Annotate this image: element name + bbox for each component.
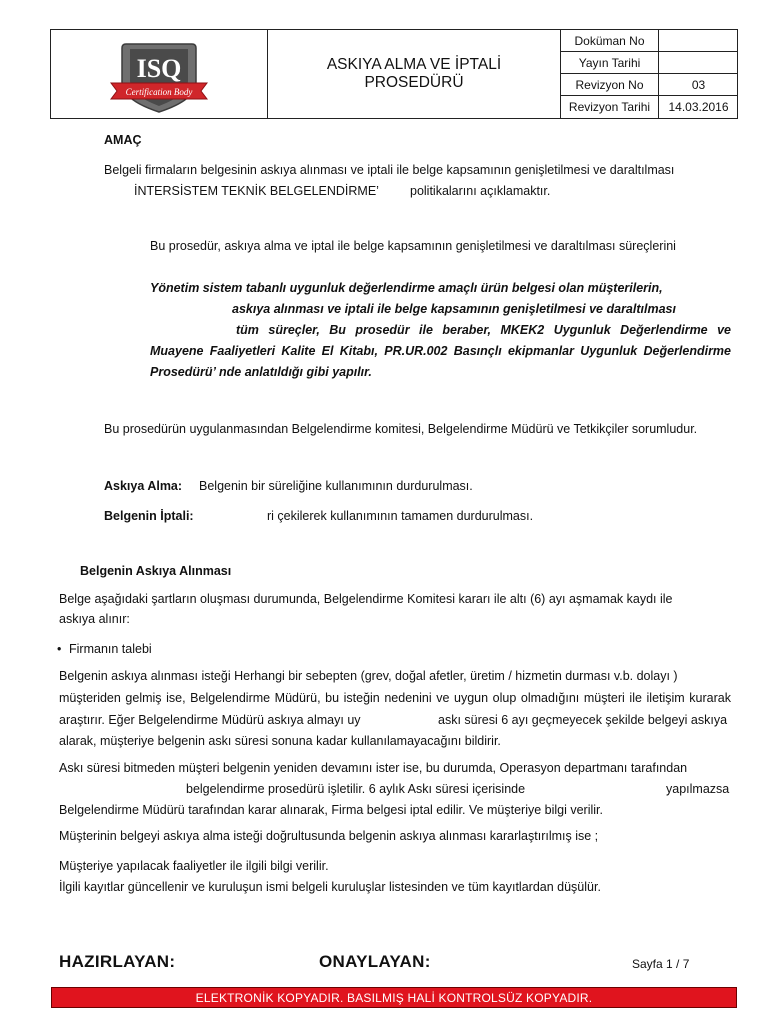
document-header <box>50 29 738 119</box>
paragraph-request-line-2: müşteriden gelmiş ise, Belgelendirme Müdürü, bu isteğin nedenini ve uygun olup olmadığını müşteri ile iletişim kurarak <box>59 691 731 705</box>
paragraph-scope-bold-line-1: Yönetim sistem tabanlı uygunluk değerlendirme amaçlı ürün belgesi olan müşterilerin, <box>150 281 663 295</box>
meta-value: 14.03.2016 <box>668 100 729 114</box>
section-heading-purpose: AMAÇ <box>104 133 142 147</box>
prepared-by-label: HAZIRLAYAN: <box>59 952 176 971</box>
approved-by-label: ONAYLAYAN: <box>319 952 431 971</box>
paragraph-request-line-3b: askı süresi 6 ayı geçmeyecek şekilde belgeyi askıya <box>438 713 728 727</box>
meta-row-revision-date <box>561 96 738 118</box>
paragraph-conditions-line-1: Belge aşağıdaki şartların oluşması durumunda, Belgelendirme Komitesi kararı ile altı (6) ayı aşmamak kaydı ile <box>59 592 673 606</box>
banner-text: ELEKTRONİK KOPYADIR. BASILMIŞ HALİ KONTROLSÜZ KOPYADIR. <box>195 990 593 1005</box>
definition-text-cancellation: ri çekilerek kullanımının tamamen durdurulması. <box>267 509 534 523</box>
meta-label: Revizyon No <box>561 74 659 96</box>
title-line-2: PROSEDÜRÜ <box>364 74 464 91</box>
document-meta-table <box>561 30 738 118</box>
uncontrolled-copy-banner <box>51 987 737 1008</box>
paragraph-responsibility: Bu prosedürün uygulanmasından Belgelendirme komitesi, Belgelendirme Müdürü ve Tetkikçiler sorumludur. <box>104 422 698 436</box>
paragraph-actions-line-2: İlgili kayıtlar güncellenir ve kuruluşun ismi belgeli kuruluşlar listesinden ve tüm kayıtlardan düşülür. <box>59 880 601 894</box>
title-line-1: ASKIYA ALMA VE İPTALİ <box>326 56 502 73</box>
meta-label: Yayın Tarihi <box>561 52 659 74</box>
paragraph-scope-bold-line-4: Muayene Faaliyetleri Kalite El Kitabı, PR.UR.002 Basınçlı ekipmanlar Uygunluk Değerlendirme <box>150 344 731 358</box>
paragraph-continuation-line-2a: belgelendirme prosedürü işletilir. 6 aylık Askı süresi içerisinde <box>186 782 526 796</box>
paragraph-request-line-3a: araştırır. Eğer Belgelendirme Müdürü askıya almayı uy <box>59 713 361 727</box>
definition-term-suspension: Askıya Alma: <box>104 479 183 493</box>
logo-cell <box>51 30 268 118</box>
section-heading-suspension: Belgenin Askıya Alınması <box>80 564 232 578</box>
meta-value: 03 <box>691 78 706 92</box>
paragraph-decision: Müşterinin belgeyi askıya alma isteği doğrultusunda belgenin askıya alınması kararlaştırılmış ise ; <box>59 829 599 843</box>
paragraph-scope-bold-line-2: askıya alınması ve iptali ile belge kapsamının genişletilmesi ve daraltılması <box>232 302 676 316</box>
paragraph-continuation-line-3: Belgelendirme Müdürü tarafından karar alınarak, Firma belgesi iptal edilir. Ve müşteriye bilgi verilir. <box>59 803 604 817</box>
meta-label: Revizyon Tarihi <box>561 96 659 118</box>
meta-label: Doküman No <box>561 30 659 52</box>
paragraph-conditions-line-2: askıya alınır: <box>59 612 130 626</box>
paragraph-purpose-line-2b: politikalarını açıklamaktır. <box>410 184 551 198</box>
paragraph-request-line-4: alarak, müşteriye belgenin askı süresi sonuna kadar kullanılamayacağını bildirir. <box>59 734 501 748</box>
page-number: Sayfa 1 / 7 <box>632 957 690 971</box>
paragraph-scope-bold-line-3: tüm süreçler, Bu prosedür ile beraber, MKEK2 Uygunluk Değerlendirme ve <box>236 323 731 337</box>
paragraph-purpose-line-1: Belgeli firmaların belgesinin askıya alınması ve iptali ile belge kapsamının genişletilmesi ve daraltılması <box>104 163 675 177</box>
meta-value <box>659 52 738 74</box>
paragraph-scope: Bu prosedür, askıya alma ve iptal ile belge kapsamının genişletilmesi ve daraltılması süreçlerini <box>150 239 676 253</box>
isq-logo <box>51 30 267 118</box>
paragraph-request-line-1: Belgenin askıya alınması isteği Herhangi bir sebepten (grev, doğal afetler, üretim / hizmetin durması v.b. dolayı ) <box>59 669 678 683</box>
paragraph-continuation-line-1: Askı süresi bitmeden müşteri belgenin yeniden devamını ister ise, bu durumda, Operasyon departmanı tarafından <box>59 761 688 775</box>
definition-text-suspension: Belgenin bir süreliğine kullanımının durdurulması. <box>199 479 473 493</box>
logo-text: ISQ <box>136 54 182 83</box>
meta-row-revision-no <box>561 74 738 96</box>
list-item-client-request: • Firmanın talebi <box>69 639 152 660</box>
paragraph-actions-line-1: Müşteriye yapılacak faaliyetler ile ilgili bilgi verilir. <box>59 859 329 873</box>
logo-subtitle: Certification Body <box>125 87 193 97</box>
definition-term-cancellation: Belgenin İptali: <box>104 509 194 523</box>
meta-row-document-no <box>561 30 738 52</box>
paragraph-continuation-line-2b: yapılmazsa <box>666 782 730 796</box>
paragraph-purpose-line-2a: İNTERSİSTEM TEKNİK BELGELENDİRME’ <box>134 184 379 198</box>
document-title <box>268 30 561 118</box>
meta-value <box>659 30 738 52</box>
meta-row-publish-date <box>561 52 738 74</box>
paragraph-scope-bold-line-5: Prosedürü’ nde anlatıldığı gibi yapılır. <box>150 365 372 379</box>
